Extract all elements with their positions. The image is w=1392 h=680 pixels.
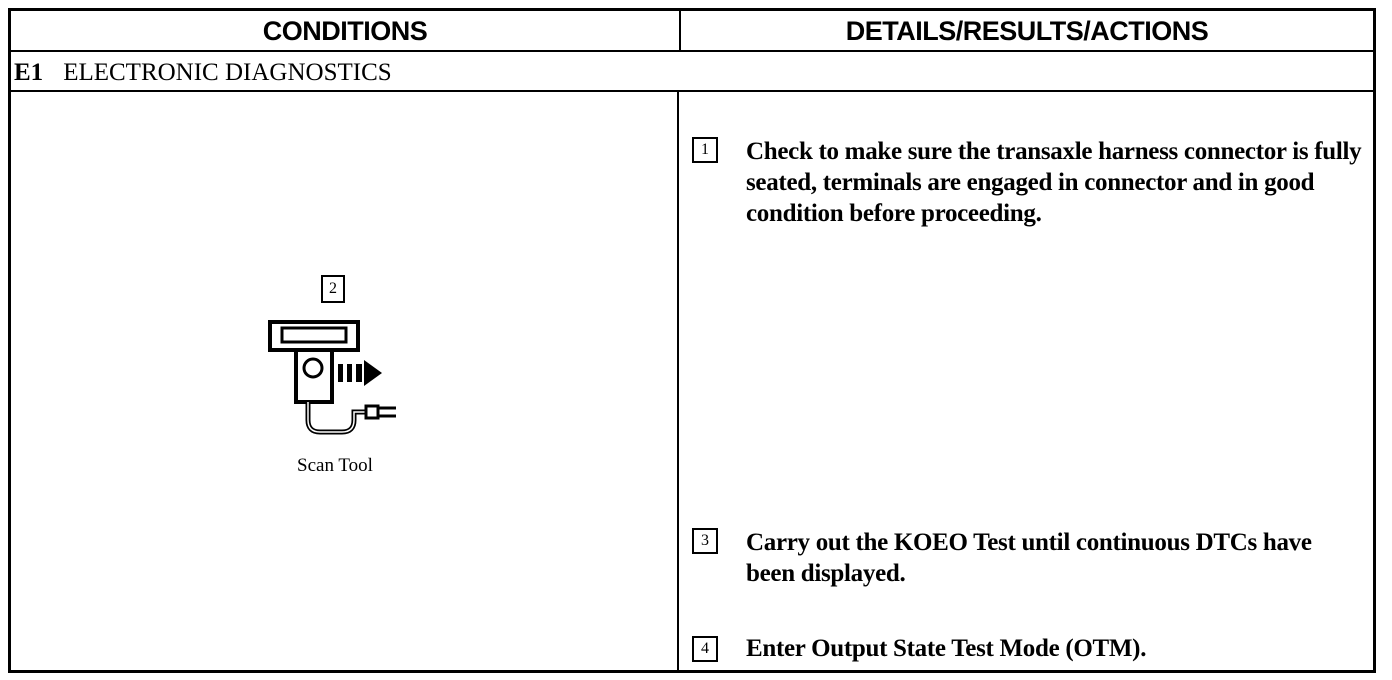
step-3-text: Carry out the KOEO Test until continuous DTCs have been displayed. bbox=[746, 529, 1312, 587]
step-1-number: 1 bbox=[692, 137, 718, 163]
conditions-header: CONDITIONS bbox=[262, 15, 428, 46]
section-code: E1 bbox=[14, 59, 44, 86]
scan-tool-icon bbox=[262, 312, 412, 442]
header-divider bbox=[8, 50, 1376, 52]
condition-step-number: 2 bbox=[321, 275, 345, 303]
section-divider bbox=[8, 90, 1376, 92]
step-3-number: 3 bbox=[692, 528, 718, 554]
step-1-text: Check to make sure the transaxle harness connector is fully seated, terminals are engaged in connector and in good condition before proceeding. bbox=[746, 138, 1362, 227]
details-header: DETAILS/RESULTS/ACTIONS bbox=[845, 15, 1209, 46]
scan-tool-caption: Scan Tool bbox=[297, 455, 373, 476]
section-row bbox=[14, 56, 392, 90]
body-column-divider bbox=[677, 92, 679, 673]
step-4-text: Enter Output State Test Mode (OTM). bbox=[746, 635, 1147, 662]
step-4-number: 4 bbox=[692, 636, 718, 662]
section-title: ELECTRONIC DIAGNOSTICS bbox=[63, 59, 392, 86]
